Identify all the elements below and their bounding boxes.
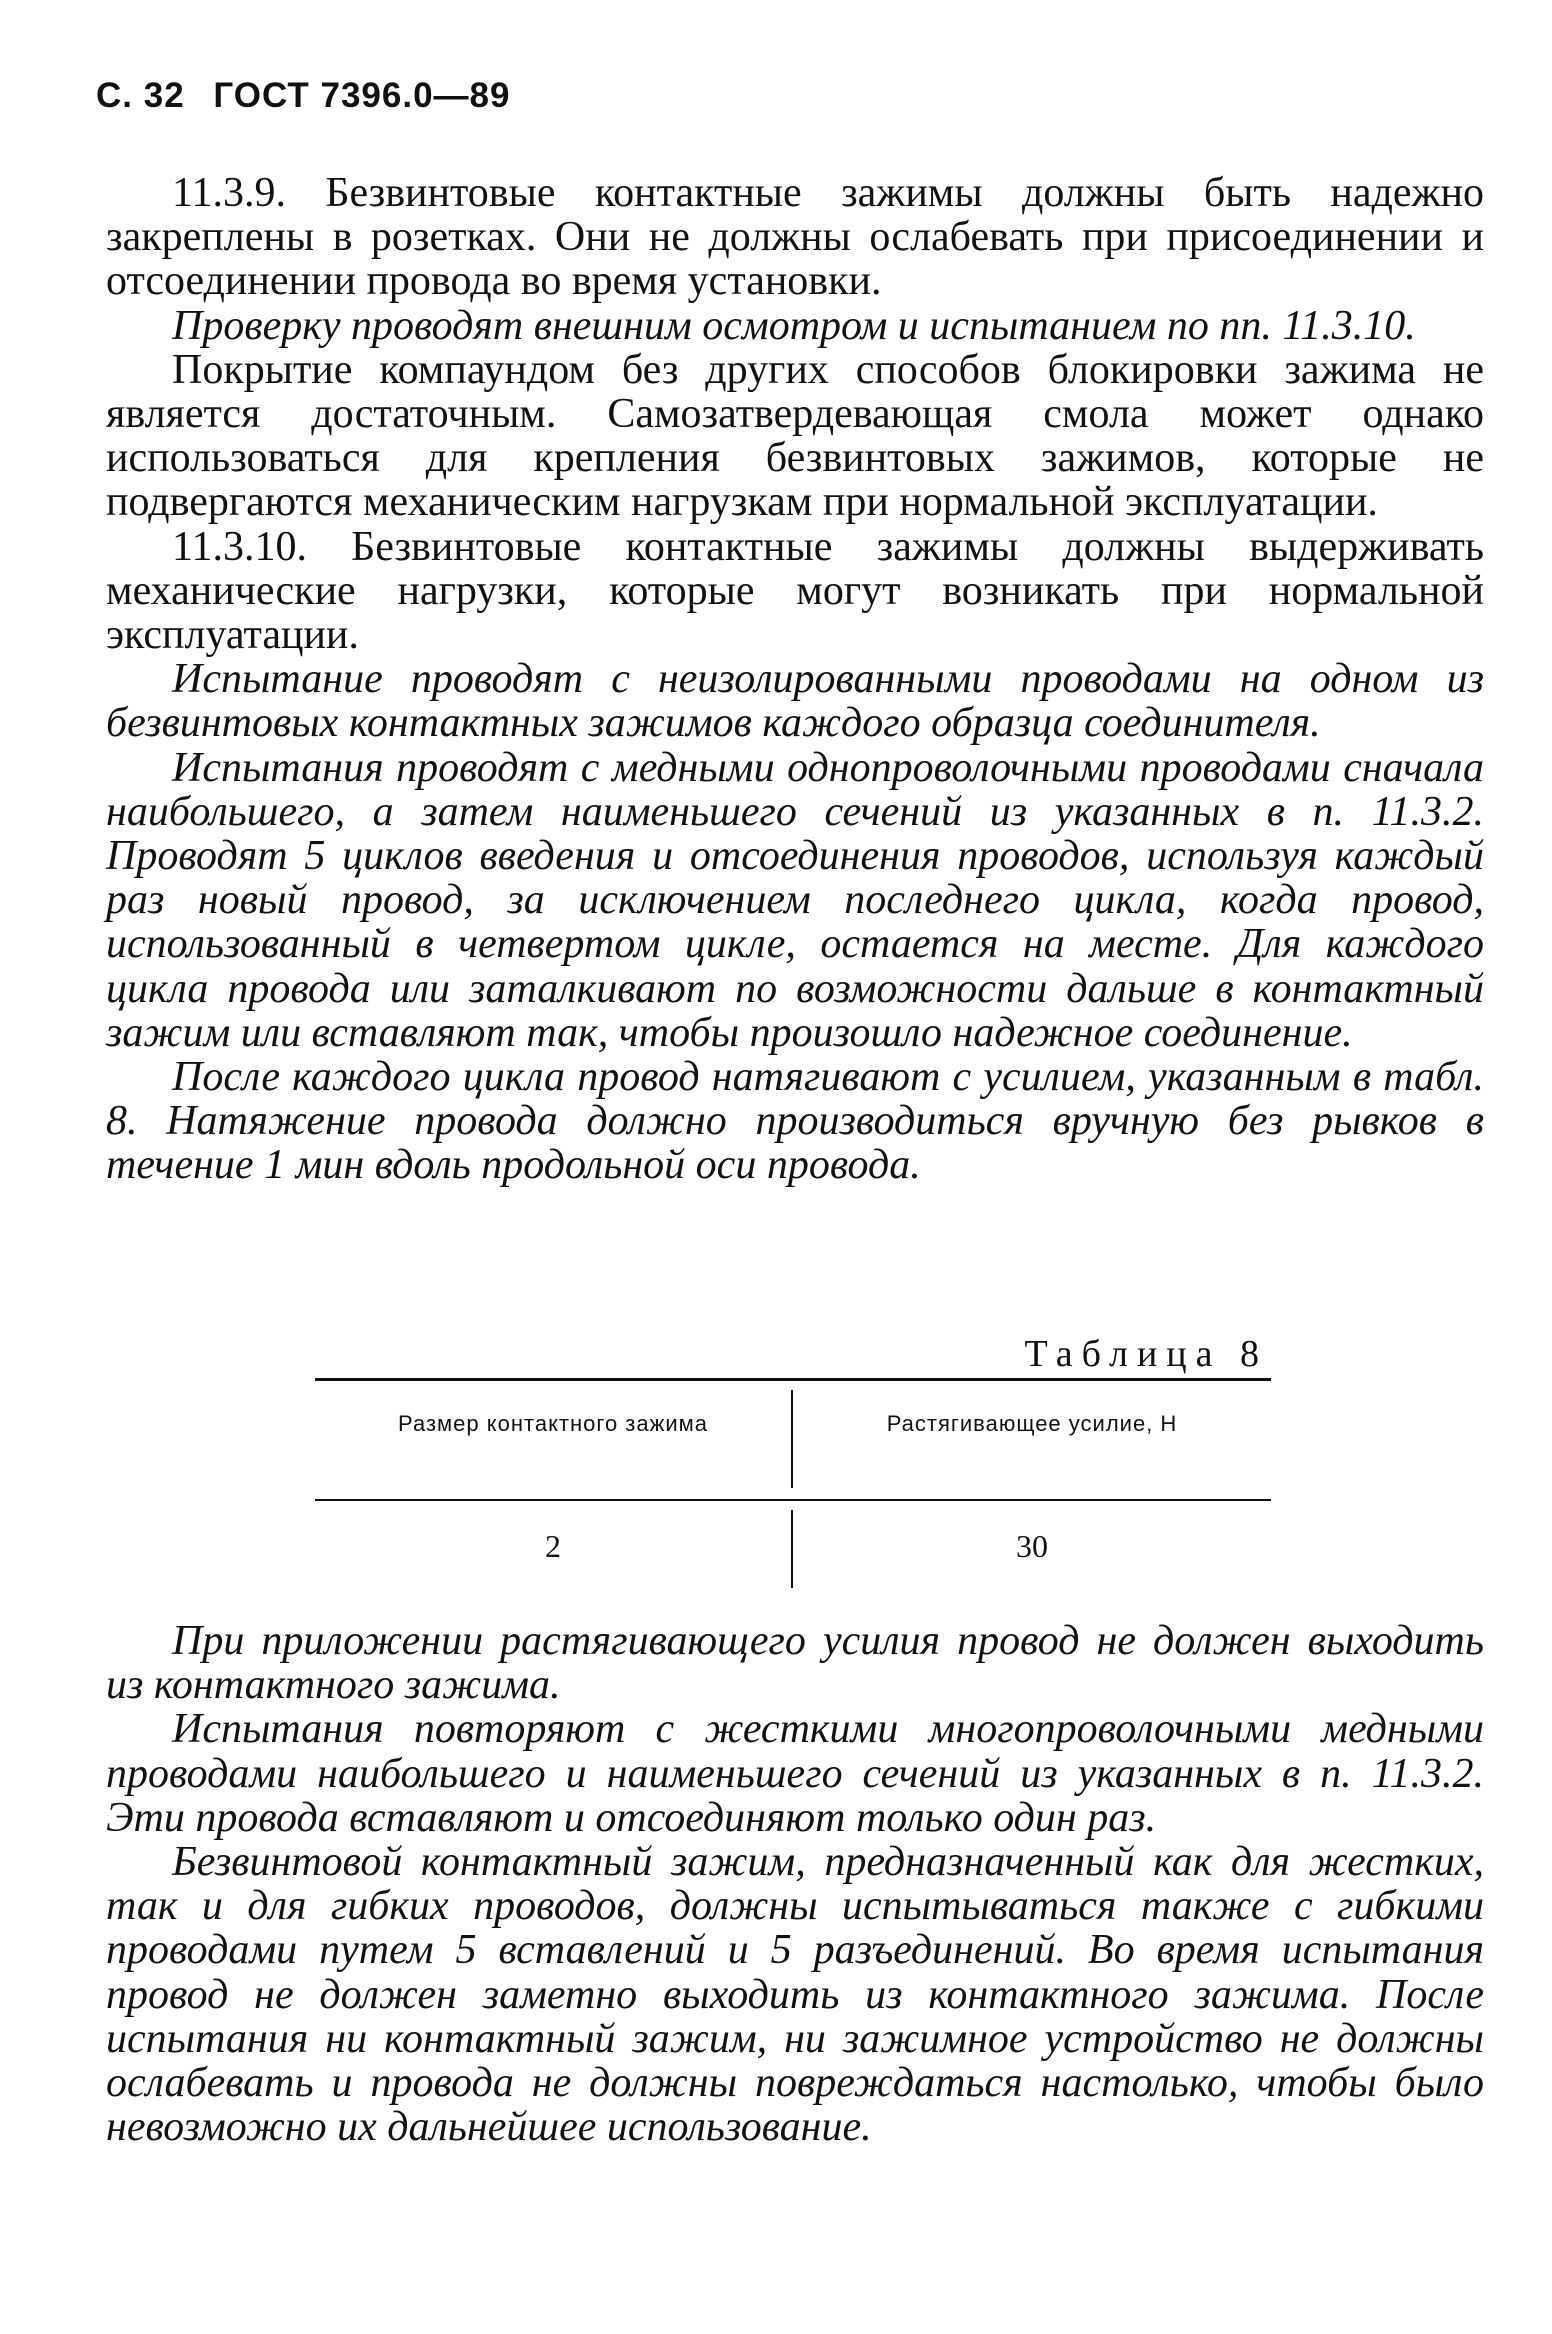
table-header-cell: Размер контактного зажима [398, 1411, 708, 1436]
text-block-lower [106, 1619, 1484, 2149]
paragraph: Покрытие компаундом без других способов блокировки зажима не является достаточным. Самозатвердевающая смола может однако использоваться для крепления безвинтовых зажимов, которые не подвергаются механическим нагрузкам при нормальной эксплуатации. [106, 346, 1484, 526]
paragraph: При приложении растягивающего усилия провод не должен выходить из контактного зажима. [106, 1618, 1484, 1709]
table-caption: Таблица 8 [1024, 1333, 1268, 1375]
standard-code: ГОСТ 7396.0—89 [213, 76, 511, 115]
table-cell: 30 [1016, 1528, 1048, 1564]
table-8 [315, 1378, 1271, 1588]
table-column-divider [791, 1390, 793, 1488]
text-block-upper [106, 171, 1484, 1188]
paragraph: После каждого цикла провод натягивают с усилием, указанным в табл. 8. Натяжение провода должно производиться вручную без рывков в течение 1 мин вдоль продольной оси провода. [106, 1054, 1484, 1189]
page-header [96, 76, 510, 116]
table-cell: 2 [545, 1528, 561, 1564]
table-header-rule [315, 1499, 1271, 1501]
page-number: С. 32 [96, 76, 185, 115]
paragraph: 11.3.9. Безвинтовые контактные зажимы должны быть надежно закреплены в розетках. Они не должны ослабевать при присоединении и отсоединении провода во время установки. [106, 170, 1484, 305]
paragraph: Испытание проводят с неизолированными проводами на одном из безвинтовых контактных зажимов каждого образца соединителя. [106, 656, 1484, 747]
paragraph: Испытания проводят с медными однопроволочными проводами сначала наибольшего, а затем наименьшего сечений из указанных в п. 11.3.2. Проводят 5 циклов введения и отсоединения проводов, используя каждый раз новый провод, за исключением последнего цикла, когда провод, использованный в четвертом цикле, остается на месте. Для каждого цикла провода или заталкивают по возможности дальше в контактный зажим или вставляют так, чтобы произошло надежное соединение. [106, 744, 1484, 1056]
paragraph: Испытания повторяют с жесткими многопроволочными медными проводами наибольшего и наименьшего сечений из указанных в п. 11.3.2. Эти провода вставляют и отсоединяют только один раз. [106, 1706, 1484, 1841]
table-header-cell: Растягивающее усилие, Н [886, 1411, 1178, 1436]
paragraph: Безвинтовой контактный зажим, предназначенный как для жестких, так и для гибких проводов, должны испытываться также с гибкими проводами путем 5 вставлений и 5 разъединений. Во время испытания провод не должен заметно выходить из контактного зажима. После испытания ни контактный зажим, ни зажимное устройство не должны ослабевать и провода не должны повреждаться настолько, чтобы было невозможно их дальнейшее использование. [106, 1839, 1484, 2151]
paragraph: 11.3.10. Безвинтовые контактные зажимы должны выдерживать механические нагрузки, которые могут возникать при нормальной эксплуатации. [106, 523, 1484, 659]
table-top-rule [315, 1378, 1271, 1381]
paragraph: Проверку проводят внешним осмотром и испытанием по пп. 11.3.10. [172, 302, 1416, 349]
